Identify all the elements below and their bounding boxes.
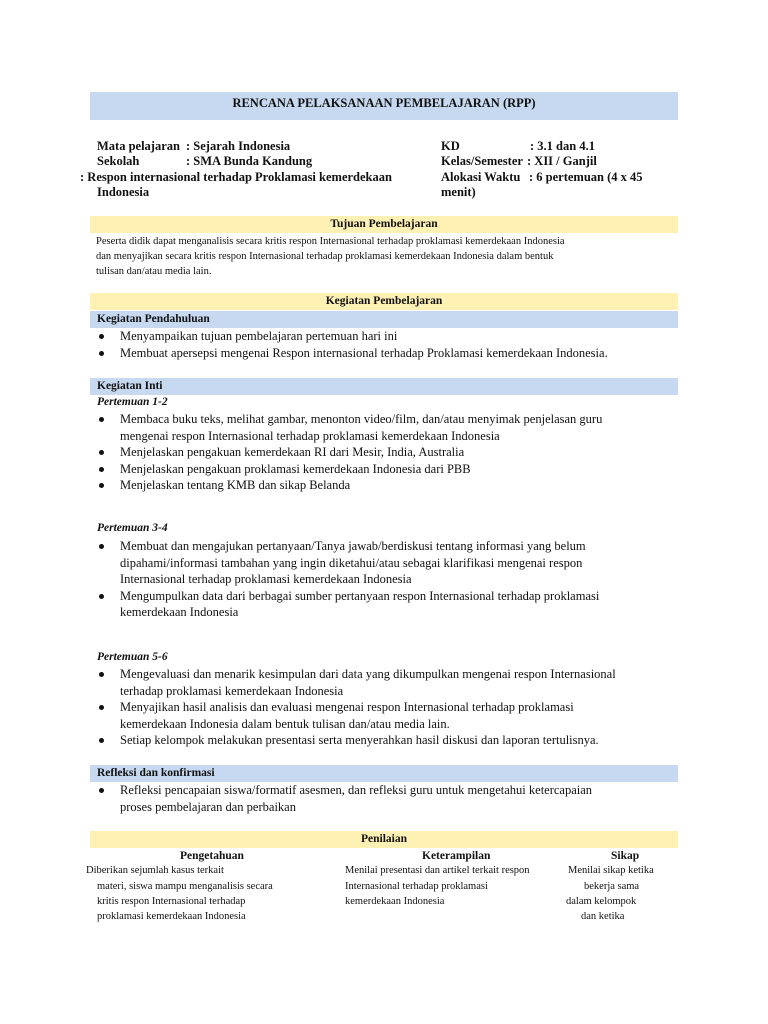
sekolah-value: : SMA Bunda Kandung xyxy=(186,154,313,168)
bullet-icon xyxy=(99,483,104,488)
bullet-icon xyxy=(99,351,104,356)
list-item: Mengevaluasi dan menarik kesimpulan dari data yang dikumpulkan mengenai respon Internasional terhadap proklamasi kemerdekaan Indonesia xyxy=(96,666,616,699)
inti-heading-bar xyxy=(90,378,678,395)
list-item: Menjelaskan pengakuan kemerdekaan RI dari Mesir, India, Australia xyxy=(96,444,602,461)
pengetahuan-line-1: Diberikan sejumlah kasus terkait xyxy=(86,865,224,876)
alokasi-value-cont: menit) xyxy=(441,185,476,199)
sikap-heading: Sikap xyxy=(611,850,640,862)
list-item: Mengumpulkan data dari berbagai sumber pertanyaan respon Internasional terhadap proklamasi kemerdekaan Indonesia xyxy=(96,588,599,621)
tujuan-line-1: Peserta didik dapat menganalisis secara kritis respon Internasional terhadap proklamasi kemerdekaan Indonesia xyxy=(96,236,565,247)
topik-line2: Indonesia xyxy=(97,185,150,199)
pendahuluan-list xyxy=(96,328,608,361)
list-item: Menyampaikan tujuan pembelajaran pertemuan hari ini xyxy=(96,328,608,345)
bullet-icon xyxy=(99,450,104,455)
bullet-icon xyxy=(99,467,104,472)
tujuan-line-2: dan menyajikan secara kritis respon Internasional terhadap proklamasi kemerdekaan Indonesia dalam bentuk xyxy=(96,251,554,262)
keterampilan-heading: Keterampilan xyxy=(422,850,491,862)
bullet-icon xyxy=(99,334,104,339)
alokasi-label: Alokasi Waktu xyxy=(441,170,521,184)
sikap-line-1: Menilai sikap ketika xyxy=(568,865,654,876)
bullet-icon xyxy=(99,705,104,710)
tujuan-line-3: tulisan dan/atau media lain. xyxy=(96,266,212,277)
refleksi-list xyxy=(96,782,592,815)
pendahuluan-heading: Kegiatan Pendahuluan xyxy=(97,313,210,325)
bullet-icon xyxy=(99,594,104,599)
sikap-line-4: dan ketika xyxy=(581,911,625,922)
list-item: Refleksi pencapaian siswa/formatif asesmen, dan refleksi guru untuk mengetahui ketercapaian proses pembelajaran dan perbaikan xyxy=(96,782,592,815)
list-item: Menjelaskan tentang KMB dan sikap Belanda xyxy=(96,477,602,494)
mapel-value: : Sejarah Indonesia xyxy=(186,139,291,153)
kelas-label: Kelas/Semester xyxy=(441,154,523,168)
kd-label: KD xyxy=(441,139,460,153)
page-title: RENCANA PELAKSANAAN PEMBELAJARAN (RPP) xyxy=(232,96,536,110)
kelas-value: : XII / Ganjil xyxy=(527,154,597,168)
pertemuan-3-4-heading: Pertemuan 3-4 xyxy=(97,522,168,534)
list-item: Membaca buku teks, melihat gambar, menonton video/film, dan/atau menyimak penjelasan guru mengenai respon Internasional terhadap proklamasi kemerdekaan Indonesia xyxy=(96,411,602,444)
pertemuan-1-2-heading: Pertemuan 1-2 xyxy=(97,396,168,408)
bullet-icon xyxy=(99,788,104,793)
pertemuan-1-2-list xyxy=(96,411,602,494)
pengetahuan-line-2: materi, siswa mampu menganalisis secara xyxy=(97,881,273,892)
keterampilan-line-3: kemerdekaan Indonesia xyxy=(345,896,445,907)
penilaian-heading: Penilaian xyxy=(360,833,407,845)
kd-value: : 3.1 dan 4.1 xyxy=(530,139,595,153)
pengetahuan-line-4: proklamasi kemerdekaan Indonesia xyxy=(97,911,246,922)
bullet-icon xyxy=(99,417,104,422)
pengetahuan-heading: Pengetahuan xyxy=(180,850,244,862)
sikap-line-3: dalam kelompok xyxy=(566,896,637,907)
list-item: Membuat apersepsi mengenai Respon internasional terhadap Proklamasi kemerdekaan Indonesia. xyxy=(96,345,608,362)
sekolah-label: Sekolah xyxy=(97,154,140,168)
inti-heading: Kegiatan Inti xyxy=(97,380,163,392)
pertemuan-5-6-list xyxy=(96,666,616,749)
list-item: Menyajikan hasil analisis dan evaluasi mengenai respon Internasional terhadap proklamasi kemerdekaan Indonesia dalam bentuk tulisan dan/atau media lain. xyxy=(96,699,616,732)
bullet-icon xyxy=(99,544,104,549)
list-item: Menjelaskan pengakuan proklamasi kemerdekaan Indonesia dari PBB xyxy=(96,461,602,478)
alokasi-value: : 6 pertemuan (4 x 45 xyxy=(529,170,643,184)
pengetahuan-line-3: kritis respon Internasional terhadap xyxy=(97,896,246,907)
list-item: Setiap kelompok melakukan presentasi serta menyerahkan hasil diskusi dan laporan tertulisnya. xyxy=(96,732,616,749)
tujuan-heading: Tujuan Pembelajaran xyxy=(330,218,438,230)
mapel-label: Mata pelajaran xyxy=(97,139,180,153)
kegiatan-heading: Kegiatan Pembelajaran xyxy=(325,295,443,307)
topik-line1: : Respon internasional terhadap Proklamasi kemerdekaan xyxy=(80,170,392,184)
bullet-icon xyxy=(99,672,104,677)
bullet-icon xyxy=(99,738,104,743)
keterampilan-line-2: Internasional terhadap proklamasi xyxy=(345,881,488,892)
pertemuan-5-6-heading: Pertemuan 5-6 xyxy=(97,651,168,663)
sikap-line-2: bekerja sama xyxy=(584,881,640,892)
pertemuan-3-4-list xyxy=(96,538,599,621)
list-item: Membuat dan mengajukan pertanyaan/Tanya jawab/berdiskusi tentang informasi yang belum dipahami/informasi tambahan yang ingin diketahui/atau sebagai klarifikasi mengenai respon Internasional terhadap proklamasi kemerdekaan Indonesia xyxy=(96,538,599,588)
refleksi-heading: Refleksi dan konfirmasi xyxy=(97,767,215,779)
keterampilan-line-1: Menilai presentasi dan artikel terkait respon xyxy=(345,865,530,876)
